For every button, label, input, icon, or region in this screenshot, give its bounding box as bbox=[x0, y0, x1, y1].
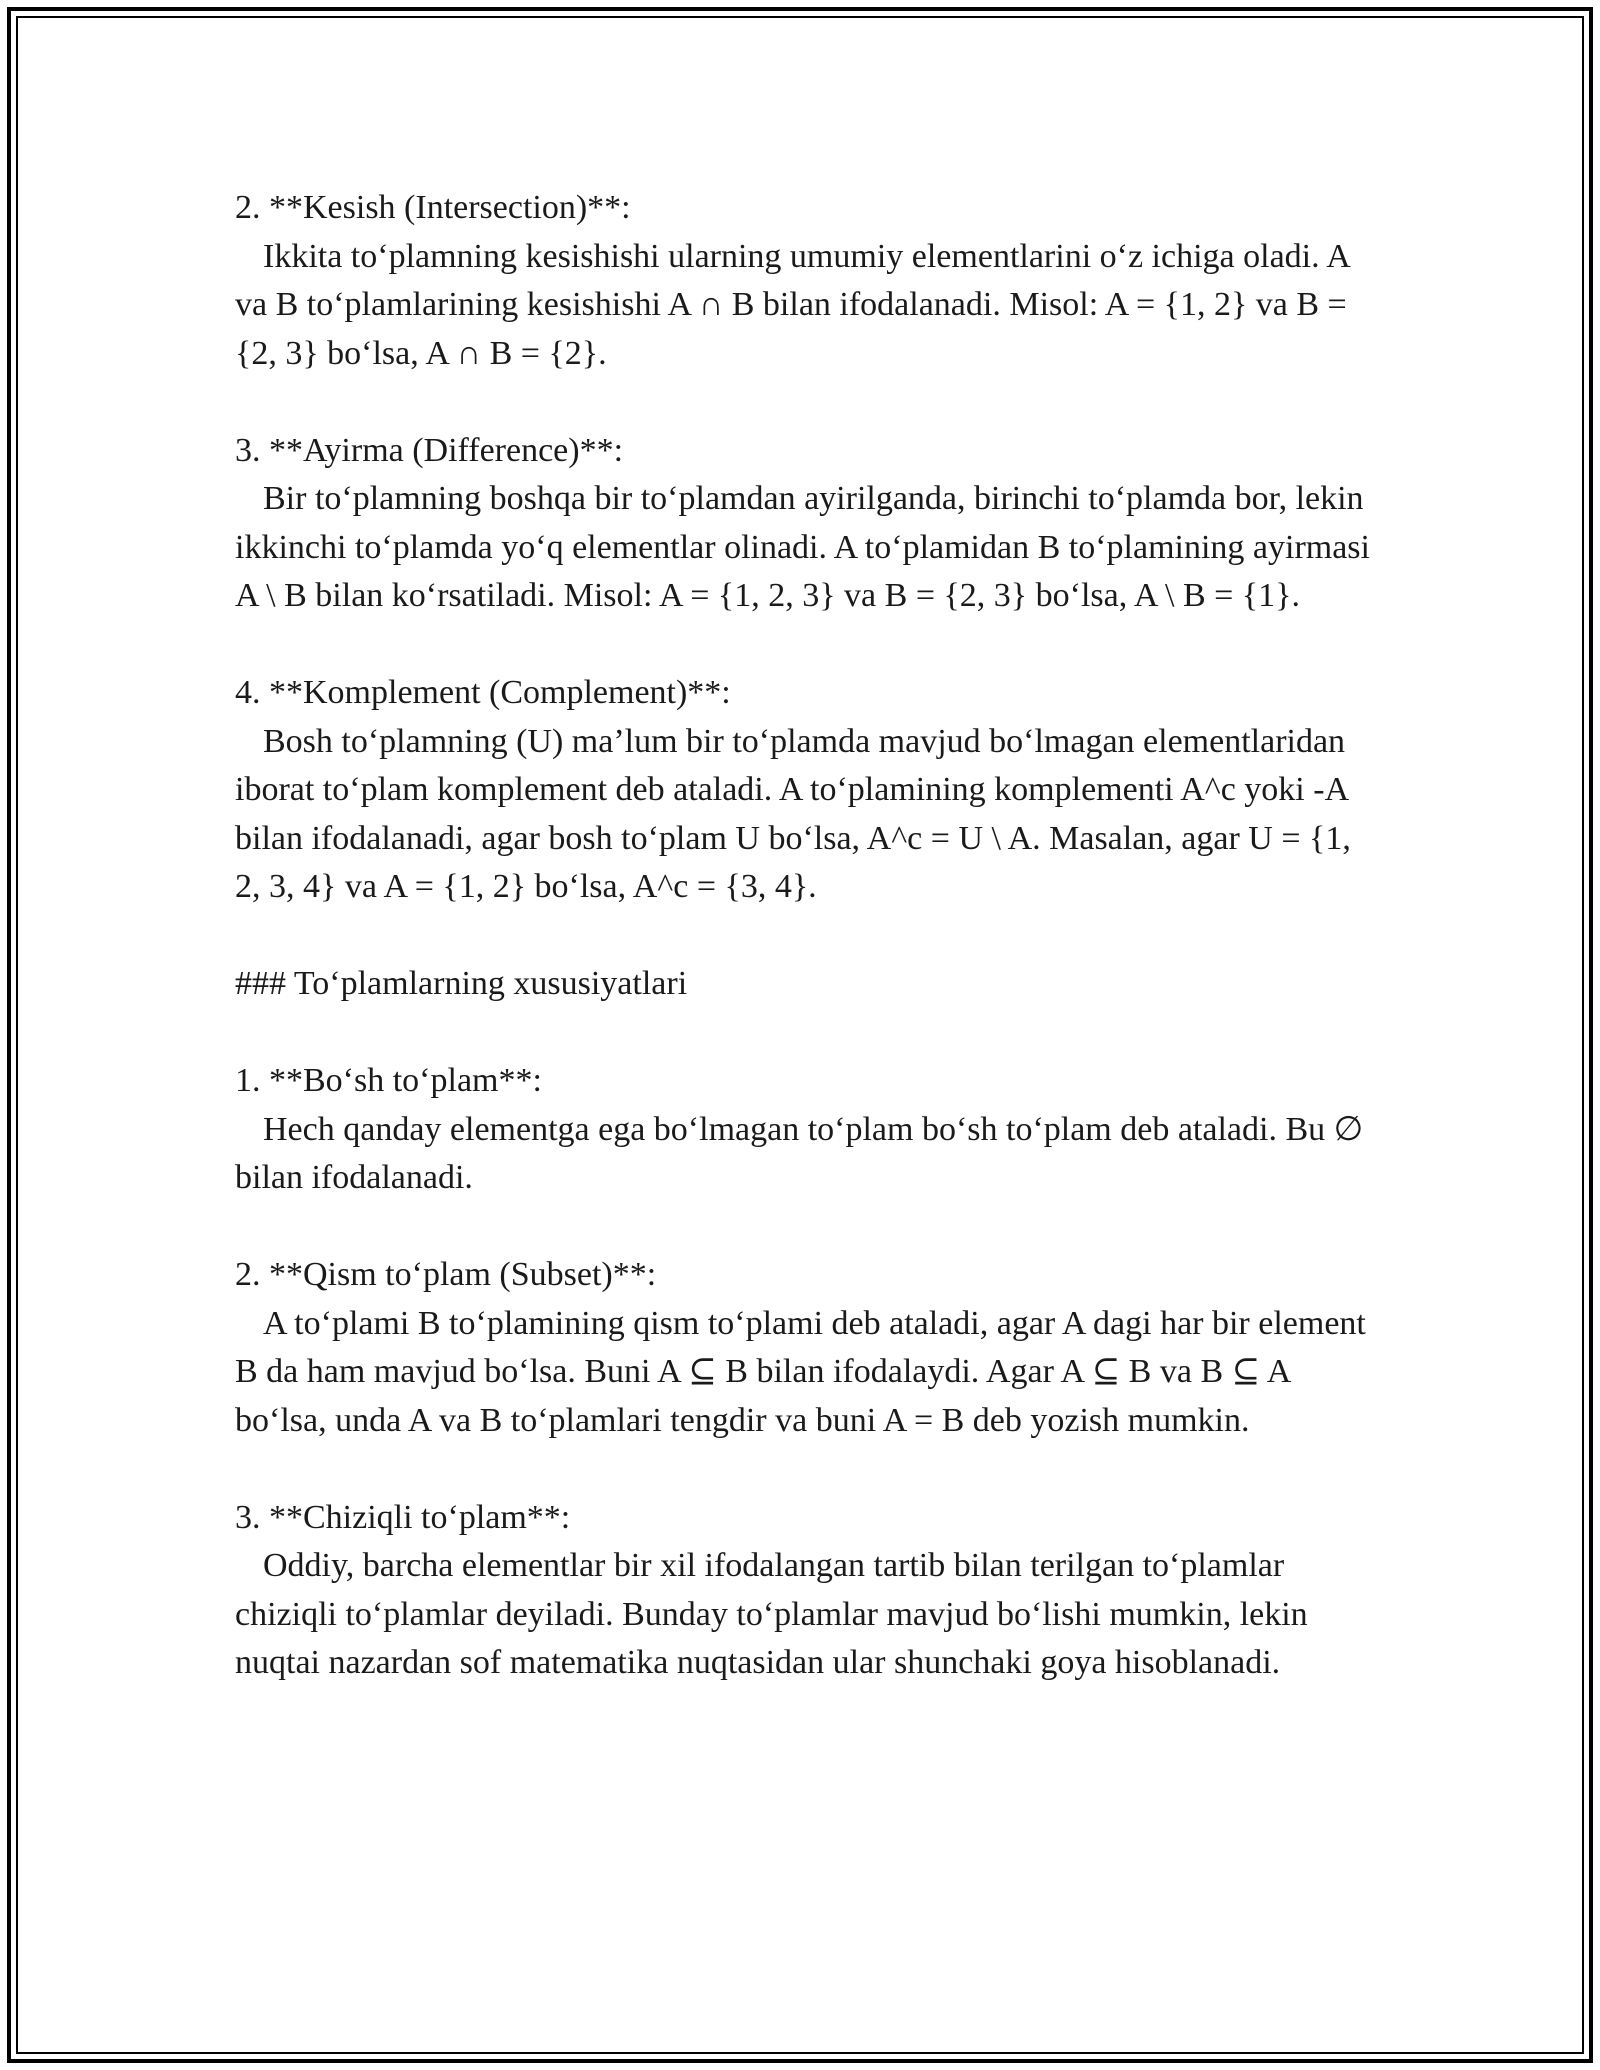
block-text: Bosh to‘plamning (U) ma’lum bir to‘plamda mavjud bo‘lmagan elementlaridan iborat to‘plam komplement deb ataladi. A to‘plamining komplementi A^c yoki -A bilan ifodalanadi, agar bosh to‘plam U bo‘lsa, A^c = U \ A. Masalan, agar U = {1, 2, 3, 4} va A = {1, 2} bo‘lsa, A^c = {3, 4}. bbox=[235, 722, 1351, 905]
block-text: Bir to‘plamning boshqa bir to‘plamdan ayirilganda, birinchi to‘plamda bor, lekin ikkinchi to‘plamda yo‘q elementlar olinadi. A to‘plamidan B to‘plamining ayirmasi A \ B bilan ko‘rsatiladi. Misol: A = {1, 2, 3} va B = {2, 3} bo‘lsa, A \ B = {1}. bbox=[235, 480, 1370, 614]
property-subset bbox=[235, 1251, 1380, 1445]
property-linear-set bbox=[235, 1494, 1380, 1688]
block-text: Oddiy, barcha elementlar bir xil ifodalangan tartib bilan terilgan to‘plamlar chiziqli to‘plamlar deyiladi. Bunday to‘plamlar mavjud bo‘lishi mumkin, lekin nuqtai nazardan sof matematika nuqtasidan ular shunchaki goya hisoblanadi. bbox=[235, 1547, 1308, 1681]
operation-intersection bbox=[235, 184, 1380, 378]
block-text: Ikkita to‘plamning kesishishi ularning umumiy elementlarini o‘z ichiga oladi. A va B to‘plamlarining kesishishi A ∩ B bilan ifodalanadi. Misol: A = {1, 2} va B = {2, 3} bo‘lsa, A ∩ B = {2}. bbox=[235, 237, 1349, 372]
block-heading: 2. **Qism to‘plam (Subset)**: bbox=[235, 1256, 657, 1293]
block-heading: 4. **Komplement (Complement)**: bbox=[235, 674, 731, 711]
block-text: A to‘plami B to‘plamining qism to‘plami deb ataladi, agar A dagi har bir element B da ham mavjud bo‘lsa. Buni A ⊆ B bilan ifodalaydi. Agar A ⊆ B va B ⊆ A bo‘lsa, unda A va B to‘plamlari tengdir va buni A = B deb yozish mumkin. bbox=[235, 1304, 1366, 1439]
operation-complement bbox=[235, 669, 1380, 912]
document-body bbox=[235, 184, 1380, 1736]
section-heading: ### To‘plamlarning xususiyatlari bbox=[235, 965, 688, 1002]
operation-difference bbox=[235, 427, 1380, 621]
property-empty-set bbox=[235, 1057, 1380, 1203]
block-heading: 3. **Chiziqli to‘plam**: bbox=[235, 1498, 571, 1536]
block-heading: 3. **Ayirma (Difference)**: bbox=[235, 431, 624, 469]
block-heading: 2. **Kesish (Intersection)**: bbox=[235, 189, 631, 226]
block-text: Hech qanday elementga ega bo‘lmagan to‘plam bo‘sh to‘plam deb ataladi. Bu ∅ bilan ifodalanadi. bbox=[235, 1110, 1364, 1196]
block-heading: 1. **Bo‘sh to‘plam**: bbox=[235, 1062, 542, 1099]
